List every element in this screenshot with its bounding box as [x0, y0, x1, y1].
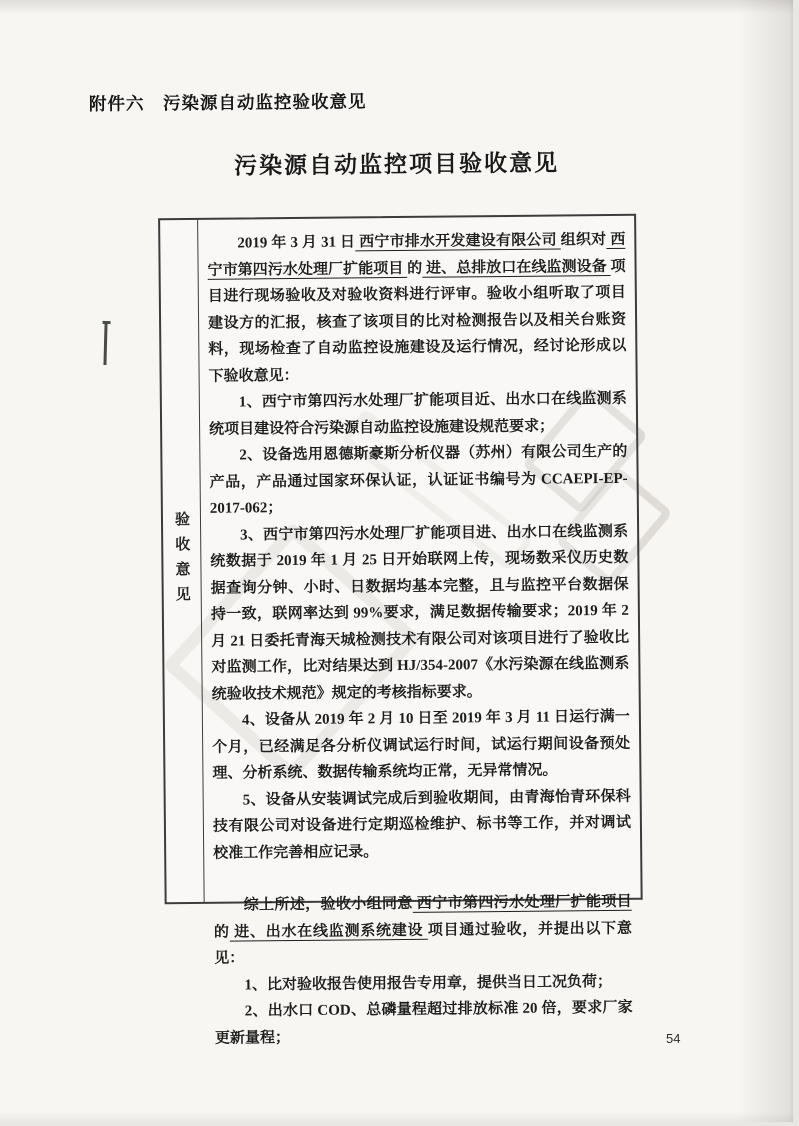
filled-blank: 西宁市第四污水处理厂扩能项目 [412, 893, 632, 912]
opinion-paragraph [209, 439, 628, 523]
paragraph-text: 4、设备从 2019 年 2 月 10 日至 2019 年 3 月 11 日运行满一个月，已经满足各分析仪调试运行时间，试运行期间设备预处理、分析系统、数据传输系统均正常，无异常情况。 [212, 708, 631, 782]
paragraph-text: 2019 年 3 月 31 日 [237, 234, 356, 252]
document-title: 污染源自动监控项目验收意见 [233, 150, 560, 179]
opinion-paragraph [212, 704, 631, 788]
opinion-paragraph [214, 968, 632, 999]
filled-blank: 进、出水在线监测系统建设 [229, 922, 428, 941]
opinion-paragraph [214, 889, 633, 973]
paragraph-text: 1、西宁市第四污水处理厂扩能项目近、出水口在线监测系统项目建设符合污染源自动监控设施建设规范要求； [209, 390, 627, 438]
paragraph-text: 5、设备从安装调试完成后到验收期间，由青海怡青环保科技有限公司对设备进行定期巡检维护、标书等工作，并对调试校准工作完善相应记录。 [212, 788, 631, 862]
paragraph-text: 的 [407, 260, 423, 277]
paragraph-text: 项目进行现场验收及对验收资料进行评审。验收小组听取了项目建设方的汇报，核查了该项目的比对检测报告以及相关台账资料，现场检查了自动监控设施建设及运行情况，经讨论形成以下验收意见： [207, 258, 627, 385]
paragraph-text: 组织对 [560, 232, 607, 249]
opinion-paragraph [210, 518, 630, 708]
row-label: 验收意见 [172, 511, 190, 612]
opinion-paragraph [215, 995, 633, 1052]
paragraph-text: 综上所述，验收小组同意 [243, 895, 413, 914]
filled-blank: 西宁市排水开发建设有限公司 [355, 232, 561, 251]
opinion-paragraph [213, 783, 632, 867]
paragraph-text: 的 [213, 924, 230, 941]
filled-blank: 进、总排放口在线监测设备 [422, 258, 611, 277]
paragraph-text: 1、比对验收报告使用报告专用章，提供当日工况负荷； [244, 973, 613, 994]
page-number: 54 [666, 1031, 681, 1046]
acceptance-table [158, 214, 643, 1047]
paragraph-text: 项目通过验收，并提出以下意见： [214, 920, 632, 967]
paragraph-text: 2、出水口 COD、总磷量程超过排放标准 20 倍，要求厂家更新量程； [214, 999, 633, 1047]
opinion-paragraphs [198, 216, 641, 1047]
opinion-paragraph [207, 227, 627, 390]
filled-blank: 西宁市第四污水处理厂扩能项目 [207, 231, 626, 279]
paragraph-text: 2、设备选用恩德斯豪斯分析仪器（苏州）有限公司生产的产品，产品通过国家环保认证，认证证书编号为 CCAEPI-EP-2017-062； [209, 443, 628, 517]
paragraph-text: 3、西宁市第四污水处理厂扩能项目进、出水口在线监测系统数据于 2019 年 1 月 25 日开始联网上传，现场数采仪历史数据查询分钟、小时、日数据均基本完整，且与监控平台数据保持一致，联网率达到 99%要求，满足数据传输要求；2019 年 2 月 21 日委托青海天城检测技术有限公司对该项目进行了验收比对监测工作，比对结果达到 HJ/354-2007《水污染源在线监测系统验收技术规范》规定的考核指标要求。 [210, 523, 630, 703]
row-label-cell [160, 220, 205, 902]
opinion-paragraph [209, 386, 627, 443]
attachment-heading: 附件六 污染源自动监控验收意见 [88, 91, 367, 114]
